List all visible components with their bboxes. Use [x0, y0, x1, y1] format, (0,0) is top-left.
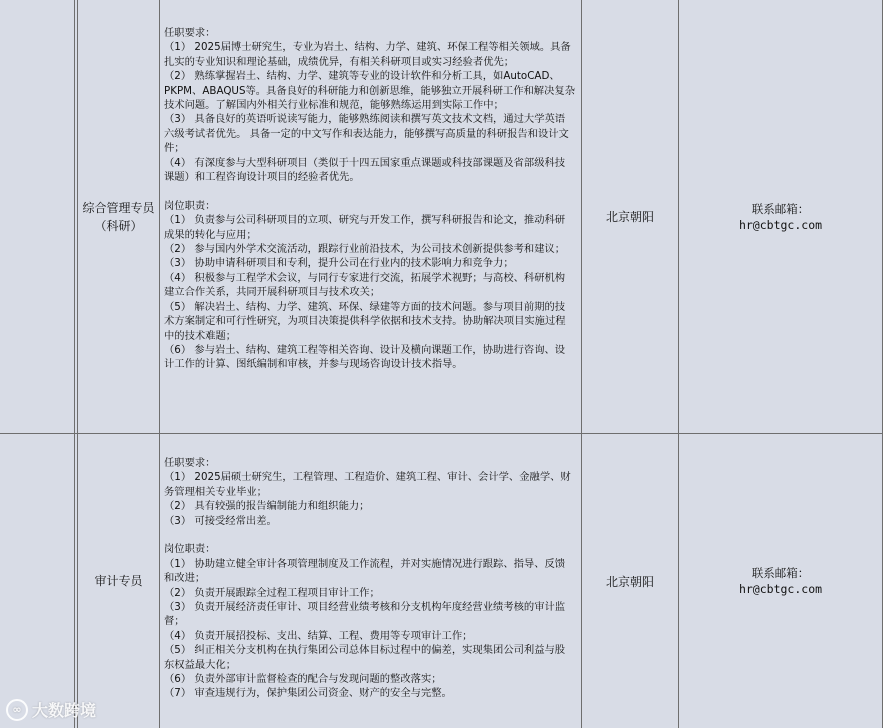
blank-cell	[0, 434, 78, 728]
watermark	[6, 698, 96, 721]
location-cell	[582, 434, 679, 728]
position-cell	[78, 434, 160, 728]
duty-item: （6） 参与岩土、结构、建筑工程等相关咨询、设计及横向课题工作，协助进行咨询、设计工作的计算、图纸编制和审核，并参与现场咨询设计技术指导。	[164, 343, 566, 371]
watermark-text: 大数跨境	[32, 701, 97, 720]
position-name: 审计专员	[94, 574, 143, 588]
blank-cell	[0, 0, 78, 433]
duty-item: （5） 解决岩土、结构、力学、建筑、环保、绿建等方面的技术问题。参与项目前期的技术方案制定和可行性研究，为项目决策提供科学依据和技术支持。协助解决项目实施过程中的技术难题；	[164, 300, 566, 342]
requirements-title: 任职要求：	[164, 457, 216, 469]
requirement-item: （2） 具有较强的报告编制能力和组织能力；	[164, 500, 370, 513]
requirement-item: （1） 2025届硕士研究生，工程管理、工程造价、建筑工程、审计、会计学、金融学、财务管理相关专业毕业；	[164, 471, 571, 498]
watermark-logo-icon: ∞	[6, 699, 28, 721]
requirements-title: 任职要求：	[164, 27, 216, 39]
contact-cell	[679, 0, 883, 433]
duty-item: （1） 协助建立健全审计各项管理制度及工作流程，并对实施情况进行跟踪、指导、反馈和改进；	[164, 557, 566, 585]
contact-label: 联系邮箱：	[751, 201, 810, 216]
requirement-item: （3） 可接受经常出差。	[164, 514, 277, 527]
duty-item: （3） 负责开展经济责任审计、项目经营业绩考核和分支机构年度经营业绩考核的审计监督；	[164, 601, 566, 628]
duty-item: （2） 参与国内外学术交流活动，跟踪行业前沿技术，为公司技术创新提供参考和建议；	[164, 243, 566, 256]
requirement-item: （2） 熟练掌握岩土、结构、力学、建筑等专业的设计软件和分析工具，如AutoCAD、PKPM、ABAQUS等。具备良好的科研能力和创新思维，能够独立开展科研工作和解决复杂技术问题。了解国内外相关行业标准和规范，能够熟练运用到实际工作中；	[164, 70, 575, 112]
duty-item: （5） 纠正相关分支机构在执行集团公司总体目标过程中的偏差，实现集团公司利益与股东权益最大化；	[164, 644, 566, 671]
location-cell	[582, 0, 679, 433]
contact-email[interactable]: hr@cbtgc.com	[738, 217, 823, 232]
description-cell	[160, 0, 582, 433]
contact-label: 联系邮箱：	[751, 566, 810, 580]
requirement-item: （4） 有深度参与大型科研项目（类似于十四五国家重点课题或科技部课题及省部级科技课题）和工程咨询设计项目的经验者优先。	[164, 156, 566, 184]
requirement-item: （1） 2025届博士研究生，专业为岩土、结构、力学、建筑、环保工程等相关领域。具备扎实的专业知识和理论基础，成绩优异，有相关科研项目或实习经验者优先；	[164, 41, 571, 68]
duties-title: 岗位职责：	[164, 543, 216, 556]
duties-title: 岗位职责：	[164, 199, 216, 212]
description-cell	[160, 434, 582, 728]
duty-item: （6） 负责外部审计监督检查的配合与发现问题的整改落实；	[164, 673, 442, 686]
duty-item: （4） 负责开展招投标、支出、结算、工程、费用等专项审计工作；	[164, 629, 473, 642]
requirement-item: （3） 具备良好的英语听说读写能力，能够熟练阅读和撰写英文技术文档，通过大学英语六级考试者优先。 具备一定的中文写作和表达能力，能够撰写高质量的科研报告和设计文件；	[164, 113, 569, 155]
duty-item: （3） 协助申请科研项目和专利，提升公司在行业内的技术影响力和竞争力；	[164, 257, 514, 270]
duty-item: （2） 负责开展跟踪全过程工程项目审计工作；	[164, 586, 380, 599]
duty-item: （1） 负责参与公司科研项目的立项、研究与开发工作，撰写科研报告和论文，推动科研成果的转化与应用；	[164, 214, 566, 241]
contact-email[interactable]: hr@cbtgc.com	[738, 582, 823, 596]
duty-item: （7） 审查违规行为，保护集团公司资金、财产的安全与完整。	[164, 687, 452, 700]
contact-cell	[679, 434, 883, 728]
position-name: 综合管理专员（科研）	[82, 200, 155, 233]
position-cell	[78, 0, 160, 433]
location-text: 北京朝阳	[605, 210, 654, 224]
duty-item: （4） 积极参与工程学术会议，与同行专家进行交流，拓展学术视野；与高校、科研机构建立合作关系，共同开展科研项目与技术攻关；	[164, 271, 566, 299]
table-row	[0, 434, 883, 728]
location-text: 北京朝阳	[605, 574, 654, 589]
